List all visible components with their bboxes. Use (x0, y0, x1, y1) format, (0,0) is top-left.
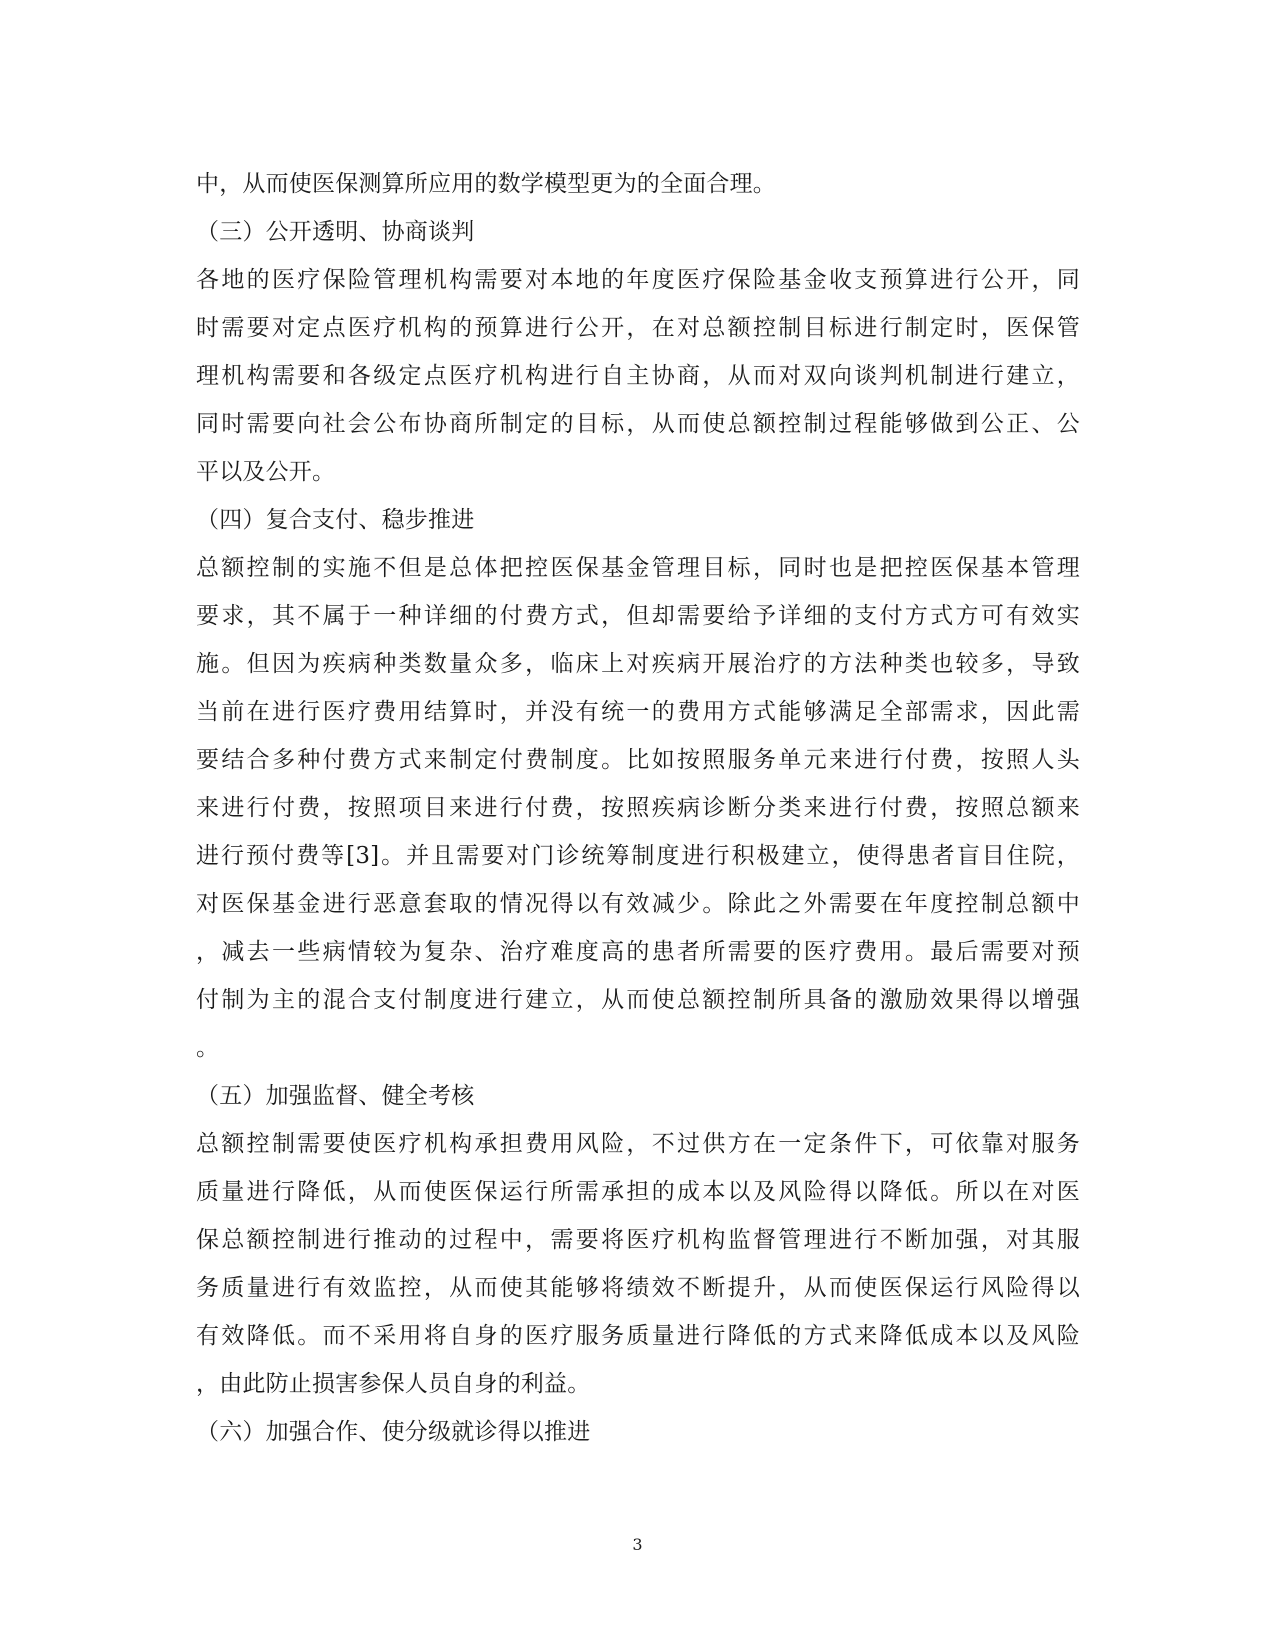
section-heading: （五）加强监督、健全考核 (196, 1083, 475, 1109)
text-line: 务质量进行有效监控，从而使其能够将绩效不断提升，从而使医保运行风险得以 (196, 1275, 1080, 1301)
text-line: 各地的医疗保险管理机构需要对本地的年度医疗保险基金收支预算进行公开，同 (196, 267, 1080, 293)
text-line: 总额控制的实施不但是总体把控医保基金管理目标，同时也是把控医保基本管理 (196, 555, 1080, 581)
text-line: ，减去一些病情较为复杂、治疗难度高的患者所需要的医疗费用。最后需要对预 (196, 939, 1080, 965)
text-line: 同时需要向社会公布协商所制定的目标，从而使总额控制过程能够做到公正、公 (196, 411, 1080, 437)
text-line: 付制为主的混合支付制度进行建立，从而使总额控制所具备的激励效果得以增强 (196, 987, 1080, 1013)
text-line: 当前在进行医疗费用结算时，并没有统一的费用方式能够满足全部需求，因此需 (196, 699, 1080, 725)
text-line: 对医保基金进行恶意套取的情况得以有效减少。除此之外需要在年度控制总额中 (196, 891, 1080, 917)
section-heading: （三）公开透明、协商谈判 (196, 219, 475, 245)
body-text (196, 160, 1080, 1456)
text-line: ，由此防止损害参保人员自身的利益。 (196, 1371, 591, 1397)
section-heading: （四）复合支付、稳步推进 (196, 507, 475, 533)
text-line: 总额控制需要使医疗机构承担费用风险，不过供方在一定条件下，可依靠对服务 (196, 1131, 1080, 1157)
text-line: 。 (196, 1035, 220, 1061)
text-line: 时需要对定点医疗机构的预算进行公开，在对总额控制目标进行制定时，医保管 (196, 315, 1080, 341)
text-line: 中，从而使医保测算所应用的数学模型更为的全面合理。 (196, 171, 776, 197)
text-line: 有效降低。而不采用将自身的医疗服务质量进行降低的方式来降低成本以及风险 (196, 1323, 1080, 1349)
text-line: 理机构需要和各级定点医疗机构进行自主协商，从而对双向谈判机制进行建立， (196, 363, 1080, 389)
text-line: 保总额控制进行推动的过程中，需要将医疗机构监督管理进行不断加强，对其服 (196, 1227, 1080, 1253)
text-line: 进行预付费等[3]。并且需要对门诊统筹制度进行积极建立，使得患者盲目住院， (196, 843, 1080, 869)
text-line: 来进行付费，按照项目来进行付费，按照疾病诊断分类来进行付费，按照总额来 (196, 795, 1080, 821)
section-heading: （六）加强合作、使分级就诊得以推进 (196, 1419, 591, 1445)
text-line: 质量进行降低，从而使医保运行所需承担的成本以及风险得以降低。所以在对医 (196, 1179, 1080, 1205)
page-number: 3 (632, 1535, 643, 1554)
text-line: 要结合多种付费方式来制定付费制度。比如按照服务单元来进行付费，按照人头 (196, 747, 1080, 773)
text-line: 要求，其不属于一种详细的付费方式，但却需要给予详细的支付方式方可有效实 (196, 603, 1080, 629)
text-line: 施。但因为疾病种类数量众多，临床上对疾病开展治疗的方法种类也较多，导致 (196, 651, 1080, 677)
text-line: 平以及公开。 (196, 459, 336, 485)
